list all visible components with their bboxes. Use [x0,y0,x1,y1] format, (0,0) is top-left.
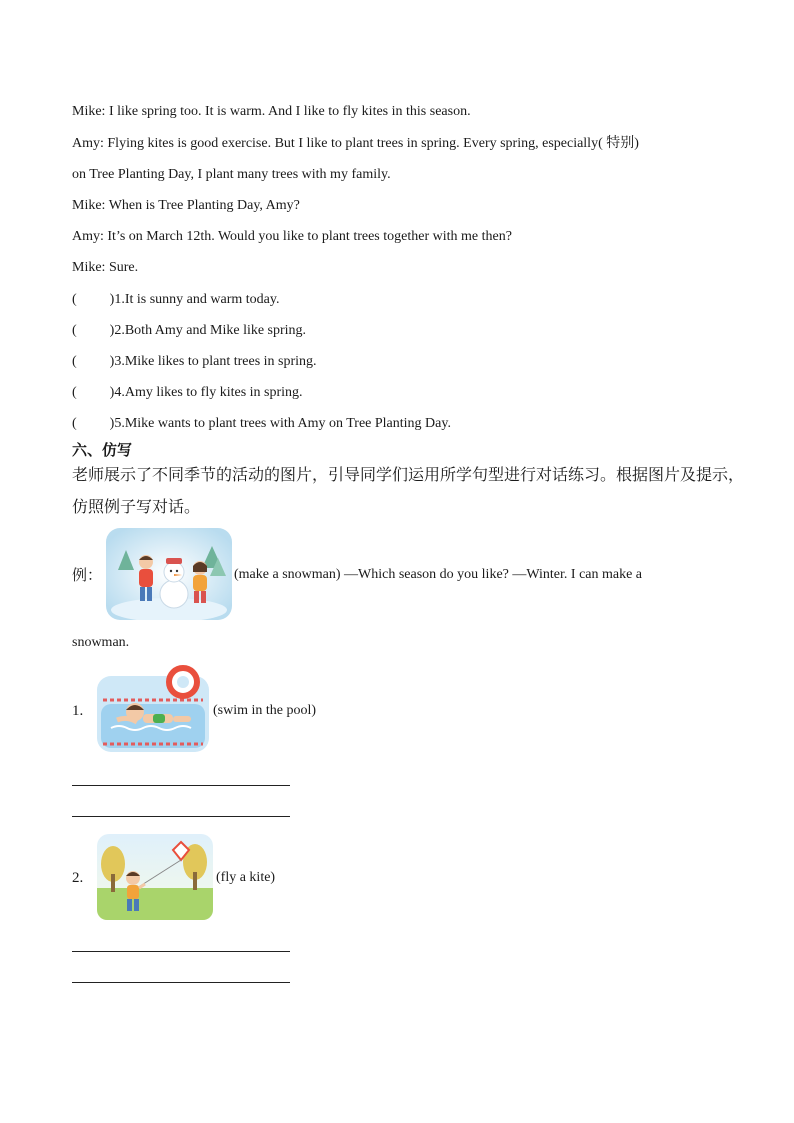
dialogue-line-2: Amy: Flying kites is good exercise. But I like to plant trees in spring. Every spring, especially( 特别) [72,136,639,151]
item-1-hint: (swim in the pool) [213,703,317,718]
judgement-text: 4.Amy likes to fly kites in spring. [114,385,303,400]
answer-bracket-open[interactable]: ( [72,292,77,307]
judgement-text: 2.Both Amy and Mike like spring. [114,323,307,338]
section-instruction-line-2: 仿照例子写对话。 [72,497,201,516]
swimming-picture [97,664,209,754]
section-instruction-line-1: 老师展示了不同季节的活动的图片，引导同学们运用所学句型进行对话练习。根据图片及提示， [72,465,745,484]
judgement-item-1: ( )1.It is sunny and warm today. [72,292,280,307]
judgement-text: 1.It is sunny and warm today. [114,292,280,307]
answer-bracket-open[interactable]: ( [72,416,77,431]
dialogue-line-4: Mike: When is Tree Planting Day, Amy? [72,198,300,213]
judgement-item-2: ( )2.Both Amy and Mike like spring. [72,323,307,338]
section-title: 六、仿写 [72,441,133,459]
dialogue-line-6: Mike: Sure. [72,260,139,275]
answer-bracket-open[interactable]: ( [72,385,77,400]
example-dialogue: (make a snowman) —Which season do you like? —Winter. I can make a [234,567,643,582]
judgement-text: 5.Mike wants to plant trees with Amy on Tree Planting Day. [114,416,451,431]
dialogue-line-3: on Tree Planting Day, I plant many trees with my family. [72,167,391,182]
dialogue-line-5: Amy: It’s on March 12th. Would you like to plant trees together with me then? [72,229,512,244]
example-label: 例： [72,566,103,584]
item-2-hint: (fly a kite) [216,870,276,885]
answer-line-2a[interactable] [72,951,290,952]
judgement-item-5: ( )5.Mike wants to plant trees with Amy on Tree Planting Day. [72,416,451,431]
answer-line-2b[interactable] [72,982,290,983]
kite-picture [97,834,213,920]
item-1-number: 1. [72,703,84,719]
judgement-item-4: ( )4.Amy likes to fly kites in spring. [72,385,303,400]
judgement-item-3: ( )3.Mike likes to plant trees in spring. [72,354,317,369]
answer-bracket-open[interactable]: ( [72,323,77,338]
dialogue-line-1: Mike: I like spring too. It is warm. And I like to fly kites in this season. [72,104,471,119]
snowman-picture [106,528,232,620]
example-continuation: snowman. [72,635,130,650]
judgement-text: 3.Mike likes to plant trees in spring. [114,354,317,369]
answer-bracket-open[interactable]: ( [72,354,77,369]
item-2-number: 2. [72,870,84,886]
answer-line-1b[interactable] [72,816,290,817]
answer-line-1a[interactable] [72,785,290,786]
